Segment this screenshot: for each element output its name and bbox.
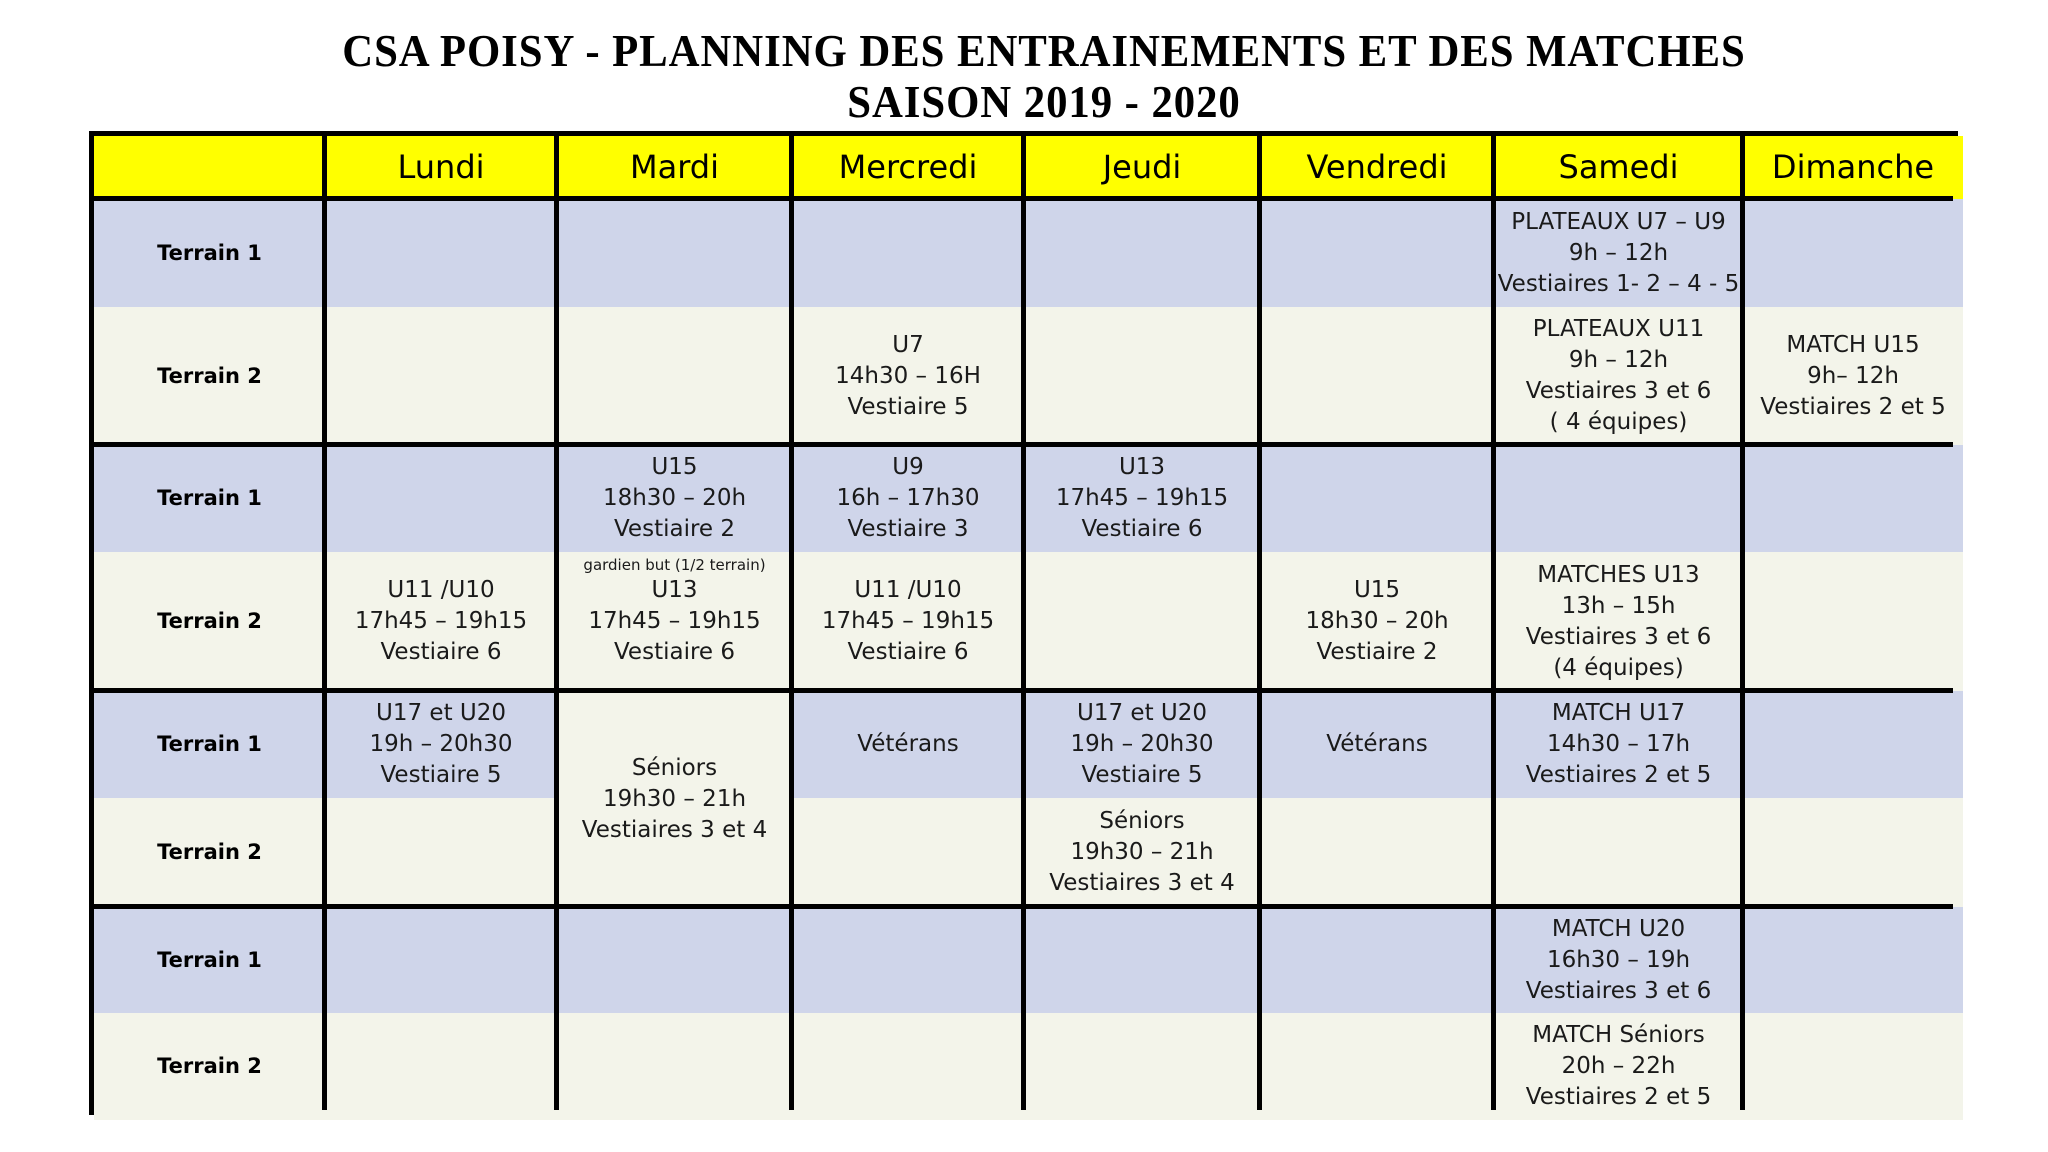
schedule-cell xyxy=(1024,798,1260,907)
cell-text-line: PLATEAUX U7 – U9 xyxy=(1511,208,1726,235)
cell-text-line: Vestiaires 2 et 5 xyxy=(1525,762,1712,788)
schedule-cell xyxy=(1494,691,1743,798)
cell-text-line: Vestiaires 3 et 4 xyxy=(1049,870,1235,896)
cell-text-line: Vestiaire 6 xyxy=(380,639,502,665)
schedule-cell xyxy=(325,1013,557,1120)
cell-text-line: Vestiaires 3 et 6 xyxy=(1525,378,1712,404)
header-corner xyxy=(94,136,325,199)
column-divider xyxy=(1491,136,1496,1110)
schedule-table xyxy=(89,131,1958,1115)
page-subtitle: SAISON 2019 - 2020 xyxy=(847,76,1241,127)
day-header-samedi xyxy=(1494,136,1743,199)
cell-text-line: 16h30 – 19h xyxy=(1546,946,1691,973)
row-label-text: Terrain 1 xyxy=(157,732,262,756)
schedule-cell xyxy=(1024,691,1260,798)
row-label-terrain2 xyxy=(94,307,325,445)
schedule-cell xyxy=(325,552,557,691)
cell-text-line: Vétérans xyxy=(1326,731,1428,757)
schedule-cell xyxy=(1494,445,1743,552)
schedule-cell xyxy=(557,1013,792,1120)
cell-text-line: 19h30 – 21h xyxy=(1070,839,1214,865)
column-divider xyxy=(1740,136,1745,1110)
row-label-text: Terrain 1 xyxy=(157,240,262,265)
cell-text-line: Vestiaire 5 xyxy=(1081,762,1203,788)
row-label-terrain2 xyxy=(94,552,325,691)
row-label-text: Terrain 2 xyxy=(157,363,262,388)
cell-note: gardien but (1/2 terrain) xyxy=(583,556,766,574)
cell-text-line: U11 /U10 xyxy=(854,577,962,603)
cell-text-line: U13 xyxy=(651,577,698,603)
schedule-cell xyxy=(1494,199,1743,307)
day-header-mardi xyxy=(557,136,792,199)
schedule-cell xyxy=(1494,307,1743,445)
cell-text-line: Vétérans xyxy=(857,731,959,757)
cell-text-line: 20h – 22h xyxy=(1561,1053,1676,1079)
cell-text-line: U7 xyxy=(892,331,924,358)
cell-text-line: MATCH U17 xyxy=(1551,700,1686,726)
column-divider xyxy=(789,136,794,1110)
cell-text-line: 17h45 – 19h15 xyxy=(354,608,528,634)
day-label: Dimanche xyxy=(1771,148,1935,186)
day-label: Mardi xyxy=(629,148,719,186)
schedule-cell xyxy=(1494,907,1743,1013)
schedule-cell xyxy=(792,199,1024,307)
cell-text-line: 14h30 – 17h xyxy=(1546,731,1691,757)
cell-text-line: U15 xyxy=(1353,577,1401,603)
schedule-cell xyxy=(325,798,557,907)
schedule-cell xyxy=(792,907,1024,1013)
group-divider xyxy=(94,196,1953,201)
schedule-cell xyxy=(1024,1013,1260,1120)
row-label-terrain1 xyxy=(94,907,325,1013)
cell-text-line: 19h – 20h30 xyxy=(369,731,513,757)
day-header-vendredi xyxy=(1260,136,1494,199)
cell-text-line: 18h30 – 20h xyxy=(602,485,747,511)
cell-text-line: 13h – 15h xyxy=(1561,592,1676,619)
cell-text-line: Vestiaires 3 et 6 xyxy=(1525,623,1712,650)
schedule-cell xyxy=(1024,199,1260,307)
cell-text-line: 19h – 20h30 xyxy=(1070,731,1214,757)
schedule-cell xyxy=(1024,907,1260,1013)
day-label: Samedi xyxy=(1558,148,1679,186)
group-divider xyxy=(94,904,1953,909)
schedule-cell xyxy=(792,552,1024,691)
cell-text-line: Vestiaire 6 xyxy=(1081,516,1203,542)
column-divider xyxy=(1021,136,1026,1110)
cell-text-line: Séniors xyxy=(1099,808,1185,834)
cell-text-line: Vestiaires 2 et 5 xyxy=(1525,1084,1712,1110)
day-label: Mercredi xyxy=(838,148,978,186)
schedule-cell xyxy=(1260,691,1494,798)
cell-text-line: MATCH U15 xyxy=(1786,331,1920,358)
row-label-terrain1 xyxy=(94,691,325,798)
schedule-cell xyxy=(1260,907,1494,1013)
cell-text-line: U15 xyxy=(651,454,698,480)
cell-text-line: Vestiaires 1- 2 – 4 - 5 xyxy=(1497,270,1740,297)
schedule-cell xyxy=(1494,1013,1743,1120)
row-label-text: Terrain 2 xyxy=(157,840,262,864)
cell-text-line: 16h – 17h30 xyxy=(836,485,980,511)
day-label: Lundi xyxy=(397,148,485,186)
column-divider xyxy=(1257,136,1262,1110)
schedule-cell xyxy=(1743,552,1963,691)
schedule-cell xyxy=(1024,307,1260,445)
row-label-terrain2 xyxy=(94,1013,325,1120)
schedule-cell xyxy=(325,907,557,1013)
row-label-text: Terrain 1 xyxy=(157,947,262,972)
page-title: CSA POISY - PLANNING DES ENTRAINEMENTS ET DES MATCHES xyxy=(342,25,1746,76)
schedule-cell xyxy=(1743,1013,1963,1120)
schedule-cell xyxy=(792,798,1024,907)
schedule-cell xyxy=(557,907,792,1013)
schedule-cell xyxy=(325,307,557,445)
schedule-cell xyxy=(557,552,792,691)
row-label-text: Terrain 2 xyxy=(157,1054,262,1078)
schedule-cell xyxy=(1024,552,1260,691)
cell-text-line: Vestiaire 5 xyxy=(847,393,969,420)
schedule-cell xyxy=(792,445,1024,552)
schedule-cell xyxy=(557,199,792,307)
column-divider xyxy=(554,136,559,1110)
schedule-cell xyxy=(325,199,557,307)
schedule-cell xyxy=(557,307,792,445)
group-divider xyxy=(94,688,1953,693)
cell-text-line: U17 et U20 xyxy=(1077,700,1207,726)
cell-text-line: 9h– 12h xyxy=(1807,362,1899,389)
cell-text-line: Vestiaire 2 xyxy=(613,516,736,542)
day-header-mercredi xyxy=(792,136,1024,199)
schedule-cell xyxy=(792,307,1024,445)
schedule-cell xyxy=(1743,307,1963,445)
schedule-cell xyxy=(1743,199,1963,307)
day-header-lundi xyxy=(325,136,557,199)
schedule-cell xyxy=(1260,307,1494,445)
row-label-terrain2 xyxy=(94,798,325,907)
cell-text-line: 17h45 – 19h15 xyxy=(821,608,995,634)
column-divider xyxy=(322,136,327,1110)
schedule-cell xyxy=(1260,798,1494,907)
cell-text-line: Vestiaire 6 xyxy=(847,639,969,665)
cell-text-line: 19h30 – 21h xyxy=(602,785,747,812)
day-label: Jeudi xyxy=(1102,148,1182,186)
schedule-cell xyxy=(1494,798,1743,907)
schedule-cell xyxy=(792,691,1024,798)
cell-text-line: (4 équipes) xyxy=(1553,654,1684,681)
cell-text-line: 9h – 12h xyxy=(1568,347,1669,373)
cell-text-line: MATCH Séniors xyxy=(1532,1022,1705,1048)
cell-text-line: 14h30 – 16H xyxy=(835,362,981,389)
cell-text-line: Vestiaire 5 xyxy=(380,762,502,788)
cell-text-line: 18h30 – 20h xyxy=(1305,608,1449,634)
row-label-terrain1 xyxy=(94,445,325,552)
cell-text-line: U17 et U20 xyxy=(376,700,506,726)
schedule-cell xyxy=(792,1013,1024,1120)
row-label-terrain1 xyxy=(94,199,325,307)
schedule-cell xyxy=(1260,1013,1494,1120)
cell-text-line: MATCH U20 xyxy=(1551,915,1686,942)
schedule-cell xyxy=(1024,445,1260,552)
cell-text-line: MATCHES U13 xyxy=(1537,561,1700,588)
cell-text-line: ( 4 équipes) xyxy=(1549,409,1688,435)
schedule-cell xyxy=(1260,445,1494,552)
cell-text-line: Vestiaires 3 et 4 xyxy=(581,816,768,843)
cell-text-line: Vestiaires 2 et 5 xyxy=(1760,393,1946,420)
row-label-text: Terrain 2 xyxy=(157,609,262,633)
schedule-cell xyxy=(325,445,557,552)
row-label-text: Terrain 1 xyxy=(157,486,262,510)
cell-text-line: Vestiaires 3 et 6 xyxy=(1525,977,1712,1004)
day-label: Vendredi xyxy=(1306,148,1448,186)
day-header-jeudi xyxy=(1024,136,1260,199)
schedule-cell xyxy=(1260,199,1494,307)
schedule-cell xyxy=(1743,445,1963,552)
schedule-cell xyxy=(1743,691,1963,798)
schedule-cell xyxy=(1743,907,1963,1013)
cell-text-line: Vestiaire 2 xyxy=(1316,639,1438,665)
cell-text-line: Vestiaire 3 xyxy=(847,516,969,542)
schedule-cell xyxy=(1260,552,1494,691)
cell-text-line: 17h45 – 19h15 xyxy=(588,608,761,634)
cell-text-line: 9h – 12h xyxy=(1568,239,1669,266)
schedule-cell-merged xyxy=(557,691,792,907)
cell-text-line: Vestiaire 6 xyxy=(613,639,736,665)
schedule-cell xyxy=(325,691,557,798)
cell-text-line: U9 xyxy=(892,454,924,480)
day-header-dimanche xyxy=(1743,136,1963,199)
group-divider xyxy=(94,442,1953,447)
cell-text-line: U13 xyxy=(1118,454,1166,480)
schedule-cell xyxy=(1743,798,1963,907)
cell-text-line: U11 /U10 xyxy=(387,577,495,603)
schedule-cell xyxy=(1494,552,1743,691)
schedule-cell xyxy=(557,445,792,552)
cell-text-line: Séniors xyxy=(631,754,718,781)
cell-text-line: PLATEAUX U11 xyxy=(1532,316,1705,342)
cell-text-line: 17h45 – 19h15 xyxy=(1055,485,1229,511)
